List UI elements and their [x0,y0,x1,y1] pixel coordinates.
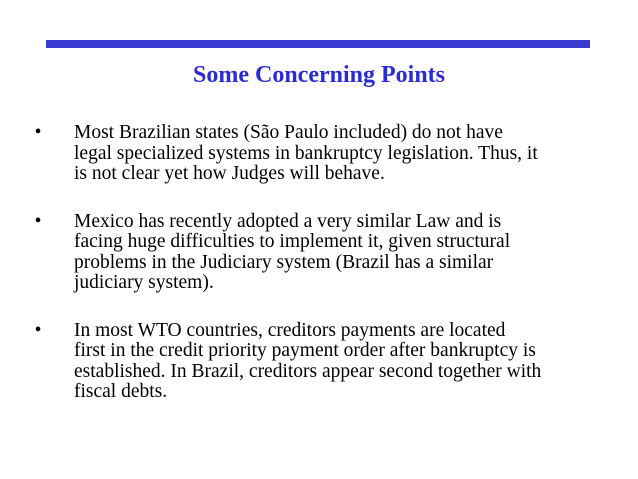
bullet-point-icon: • [34,319,42,341]
bullet-text-line: judiciary system). [74,272,214,293]
bullet-text-line: legal specialized systems in bankruptcy legislation. Thus, it [74,142,538,164]
bullet-text-line: problems in the Judiciary system (Brazil has a similar [74,251,494,273]
bullet-item [30,321,610,403]
slide-title: Some Concerning Points [193,62,445,88]
bullet-text-line: established. In Brazil, creditors appear second together with [74,360,542,382]
bullet-list [30,123,610,403]
bullet-text-line: In most WTO countries, creditors payments are located [74,319,506,341]
bullet-point-icon: • [34,210,42,232]
bullet-text-line: Mexico has recently adopted a very similar Law and is [74,210,502,232]
bullet-item [30,212,610,294]
bullet-text-line: Most Brazilian states (São Paulo included) do not have [74,122,503,143]
bullet-text-line: facing huge difficulties to implement it, given structural [74,231,511,252]
bullet-item [30,123,610,185]
accent-bar [46,40,590,48]
bullet-text-line: fiscal debts. [74,381,168,402]
bullet-text-line: first in the credit priority payment order after bankruptcy is [74,340,536,361]
bullet-text-line: is not clear yet how Judges will behave. [74,163,385,184]
bullet-point-icon: • [34,122,42,143]
